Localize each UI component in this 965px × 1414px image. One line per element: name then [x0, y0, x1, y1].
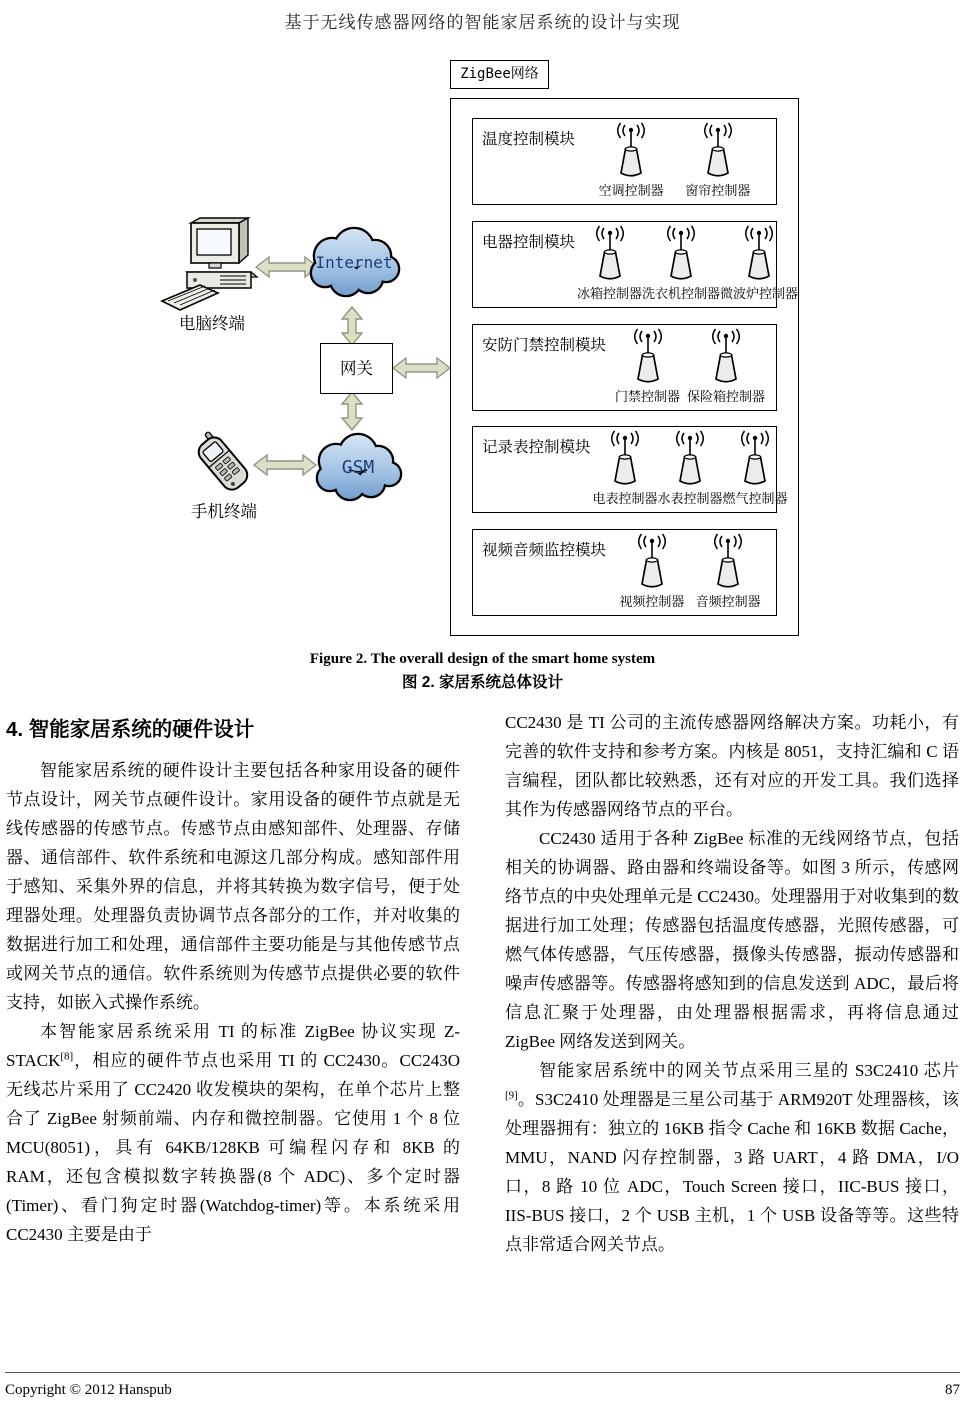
module-nodes — [608, 530, 776, 615]
sensor-node — [593, 430, 658, 507]
reference-marker: [9] — [505, 1089, 518, 1102]
computer-icon — [158, 217, 266, 313]
module-box — [472, 426, 788, 513]
sensor-node — [720, 225, 798, 302]
sensor-antenna-icon — [705, 328, 747, 385]
module-title: 记录表控制模块 — [482, 439, 591, 457]
right-column — [505, 708, 959, 1259]
sensor-node-label: 门禁控制器 — [615, 388, 681, 404]
module-title: 安防门禁控制模块 — [482, 336, 607, 354]
module-nodes — [593, 427, 792, 512]
paragraph: 智能家居系统的硬件设计主要包括各种家用设备的硬件节点设计，网关节点硬件设计。家用设备的硬件节点就是无线传感器的传感节点。传感节点由感知部件、处理器、存储器、通信部件、软件系统和电源这几部分构成。感知部件用于感知、采集外界的信息，并将其转换为数字信号，便于处理器处理。处理器负责协调节点各部分的工作，并对收集的数据进行加工和处理，通信部件主要功能是与其他传感节点或网关节点的通信。软件系统则为传感节点提供必要的软件支持，如嵌入式操作系统。 — [6, 761, 460, 1012]
paragraph: CC2430 是 TI 公司的主流传感器网络解决方案。功耗小，有完善的软件支持和参考方案。内核是 8051，支持汇编和 C 语言编程，团队都比较熟悉，还有对应的开发工具。我们选择其作为传感器网络节点的平台。 — [505, 713, 959, 819]
sensor-node — [658, 430, 723, 507]
sensor-node-label: 保险箱控制器 — [687, 388, 766, 404]
gsm-cloud-icon — [308, 429, 406, 511]
paragraph-text: 智能家居系统中的网关节点采用三星的 S3C2410 芯片 — [539, 1061, 959, 1080]
sensor-antenna-icon — [610, 122, 652, 179]
sensor-node-label: 燃气控制器 — [722, 491, 788, 507]
module-box — [472, 529, 777, 616]
sensor-node-label: 冰箱控制器 — [577, 285, 643, 301]
arrow-gateway-zigbee — [393, 358, 450, 378]
footer-page-number: 87 — [945, 1382, 960, 1398]
paragraph: CC2430 适用于各种 ZigBee 标准的无线网络节点，包括相关的协调器、路由器和终端设备等。如图 3 所示，传感网络节点的中央处理单元是 CC2430。处理器用于对收集到的数据进行加工处理；传感器包括温度传感器，光照传感器，可燃气体传感器，气压传感器，摄像头传感器，振动传感器和噪声传感器等。传感器将感知到的信息发送到 ADC，最后将信息汇聚于处理器，由处理器根据需求，再将信息通过 ZigBee 网络发送到网关。 — [505, 829, 959, 1051]
sensor-node-label: 电表控制器 — [592, 491, 658, 507]
sensor-node-label: 洗衣机控制器 — [642, 285, 721, 301]
figure-caption-zh: 图 2. 家居系统总体设计 — [401, 674, 564, 691]
arrow-phone-gsm — [254, 455, 316, 475]
sensor-node — [599, 122, 664, 199]
paragraph — [6, 1017, 460, 1249]
module-box — [472, 221, 799, 308]
page-footer — [5, 1372, 960, 1399]
sensor-antenna-icon — [734, 430, 776, 487]
sensor-antenna-icon — [589, 225, 631, 282]
sensor-node — [615, 328, 680, 405]
internet-cloud-label: Internet — [315, 253, 393, 272]
paragraph-text: 。S3C2410 处理器是三星公司基于 ARM920T 处理器核，该处理器拥有：独立的 16KB 指令 Cache 和 16KB 数据 Cache，MMU，NAND 闪存控制器，3 路 UART，4 路 DMA，I/O 口，8 路 10 位 ADC，Touch Screen 接口，IIC-BUS 接口，IIS-BUS 接口，2 个 USB 主机，1 个 USB 设备等等。这些特点非常适合网关节点。 — [505, 1090, 959, 1254]
sensor-antenna-icon — [669, 430, 711, 487]
sensor-node-label: 水表控制器 — [657, 491, 723, 507]
section-heading: 4. 智能家居系统的硬件设计 — [6, 718, 255, 741]
body-columns — [0, 708, 965, 1259]
internet-cloud-icon — [302, 222, 404, 308]
figure-2-diagram — [0, 55, 965, 647]
paragraph-text: ，相应的硬件节点也采用 TI 的 CC2430。CC243O 无线芯片采用了 CC2420 收发模块的架构，在单个芯片上整合了 ZigBee 射频前端、内存和微控制器。它使用 1 个 8 位 MCU(8051)，具有 64KB/128KB 可编程闪存和 8KB 的 RAM，还包含模拟数字转换器(8 个 ADC)、多个定时器(Timer)、看门狗定时器(Watchdog-timer)等。本系统采用 CC2430 主要是由于 — [6, 1051, 460, 1244]
sensor-node — [642, 225, 720, 302]
sensor-antenna-icon — [627, 328, 669, 385]
sensor-antenna-icon — [738, 225, 780, 282]
running-header-title: 基于无线传感器网络的智能家居系统的设计与实现 — [284, 13, 681, 32]
reference-marker: [8] — [60, 1050, 74, 1063]
module-nodes — [608, 325, 776, 410]
sensor-node — [723, 430, 788, 507]
sensor-node-label: 微波炉控制器 — [720, 285, 799, 301]
module-title: 温度控制模块 — [482, 131, 576, 148]
sensor-antenna-icon — [707, 533, 749, 590]
gsm-cloud-label: GSM — [341, 457, 375, 478]
module-title: 电器控制模块 — [482, 233, 576, 251]
module-nodes — [577, 119, 776, 204]
gateway-box: 网关 — [320, 343, 393, 394]
computer-terminal-label: 电脑终端 — [179, 314, 245, 333]
left-column — [6, 708, 460, 1259]
figure-caption — [0, 651, 965, 692]
module-title: 视频音频监控模块 — [482, 542, 607, 559]
sensor-node-label: 窗帘控制器 — [685, 183, 751, 198]
sensor-antenna-icon — [631, 533, 673, 590]
sensor-node-label: 空调控制器 — [598, 183, 664, 198]
sensor-antenna-icon — [697, 122, 739, 179]
sensor-node — [619, 533, 684, 610]
phone-terminal-label: 手机终端 — [191, 502, 257, 521]
sensor-antenna-icon — [660, 225, 702, 282]
zigbee-network-label: ZigBee网络 — [450, 60, 549, 89]
module-nodes — [577, 222, 802, 307]
sensor-node — [696, 533, 761, 610]
figure-caption-en: Figure 2. The overall design of the smart home system — [309, 651, 656, 667]
sensor-node-label: 音频控制器 — [695, 594, 761, 609]
arrow-internet-gateway — [342, 307, 362, 345]
module-box — [472, 118, 777, 205]
sensor-node — [577, 225, 642, 302]
paragraph-text: 本智能家居系统采用 TI 的标准 ZigBee 协议实现 Z-STACK — [6, 1022, 460, 1070]
sensor-node — [687, 328, 765, 405]
arrow-gateway-gsm — [342, 392, 362, 430]
footer-copyright: Copyright © 2012 Hanspub — [5, 1382, 172, 1398]
sensor-antenna-icon — [604, 430, 646, 487]
sensor-node — [685, 122, 750, 199]
zigbee-outer-box — [450, 98, 799, 636]
phone-icon — [188, 431, 260, 497]
module-box — [472, 324, 777, 411]
sensor-node-label: 视频控制器 — [619, 594, 685, 609]
paragraph — [505, 1056, 959, 1259]
